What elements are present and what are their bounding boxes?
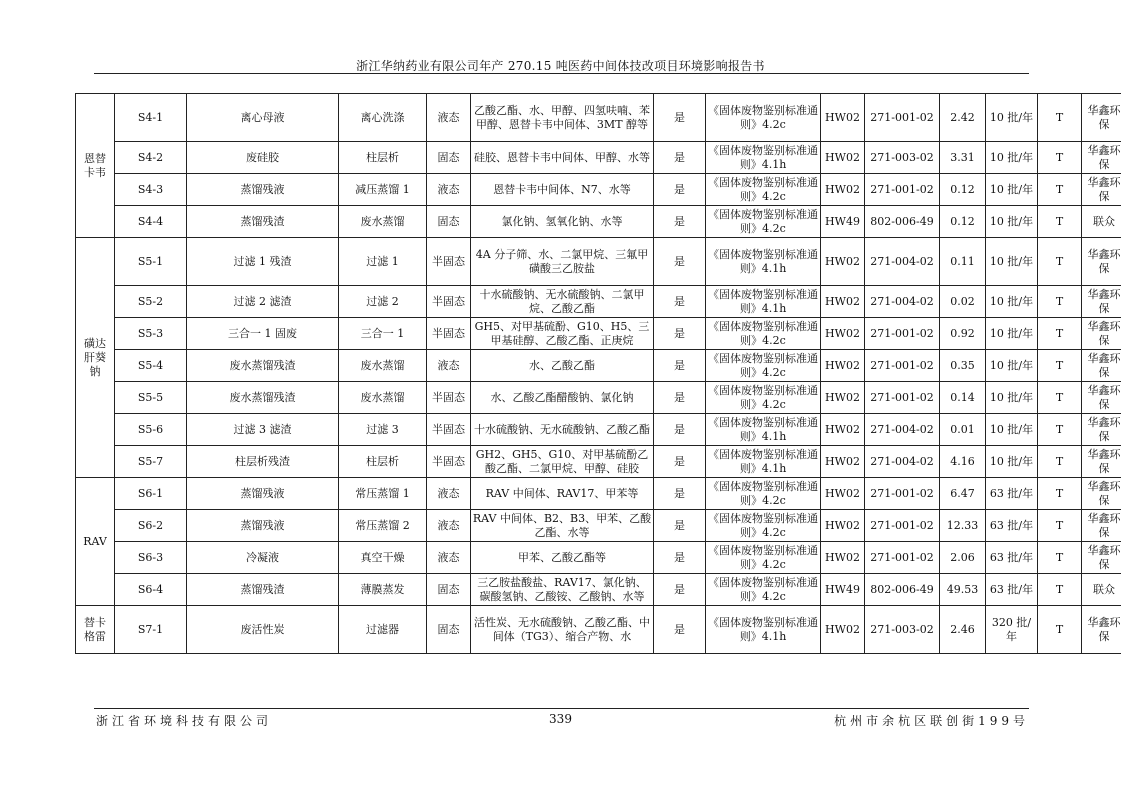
basis-cell: 《固体废物鉴别标准通则》4.2c bbox=[706, 382, 821, 414]
process-cell: 过滤 3 bbox=[339, 414, 427, 446]
frequency-cell: 10 批/年 bbox=[986, 174, 1038, 206]
waste-name-cell: 废水蒸馏残渣 bbox=[187, 350, 339, 382]
unit-cell: T bbox=[1038, 382, 1082, 414]
basis-cell: 《固体废物鉴别标准通则》4.1h bbox=[706, 606, 821, 654]
form-cell: 半固态 bbox=[427, 382, 471, 414]
basis-cell: 《固体废物鉴别标准通则》4.2c bbox=[706, 542, 821, 574]
process-cell: 柱层析 bbox=[339, 142, 427, 174]
frequency-cell: 10 批/年 bbox=[986, 142, 1038, 174]
composition-cell: 活性炭、无水硫酸钠、乙酸乙酯、中间体（TG3）、缩合产物、水 bbox=[471, 606, 654, 654]
waste-name-cell: 冷凝液 bbox=[187, 542, 339, 574]
waste-table bbox=[75, 93, 1121, 654]
code-cell: S5-7 bbox=[115, 446, 187, 478]
waste-name-cell: 蒸馏残渣 bbox=[187, 574, 339, 606]
composition-cell: 乙酸乙酯、水、甲醇、四氢呋喃、苯甲醇、恩替卡韦中间体、3MT 醇等 bbox=[471, 94, 654, 142]
composition-cell: 水、乙酸乙酯醋酸钠、氯化钠 bbox=[471, 382, 654, 414]
waste-code-cell: 271-001-02 bbox=[865, 318, 940, 350]
composition-cell: GH5、对甲基硫酚、G10、H5、三甲基硅醇、乙酸乙酯、正庚烷 bbox=[471, 318, 654, 350]
disposal-cell: 华鑫环保 bbox=[1082, 350, 1121, 382]
waste-code-cell: 271-004-02 bbox=[865, 286, 940, 318]
hazardous-cell: 是 bbox=[654, 510, 706, 542]
frequency-cell: 10 批/年 bbox=[986, 350, 1038, 382]
category-cell: HW02 bbox=[821, 142, 865, 174]
unit-cell: T bbox=[1038, 350, 1082, 382]
table-row bbox=[76, 446, 1121, 478]
disposal-cell: 联众 bbox=[1082, 574, 1121, 606]
form-cell: 液态 bbox=[427, 542, 471, 574]
category-cell: HW02 bbox=[821, 542, 865, 574]
code-cell: S5-3 bbox=[115, 318, 187, 350]
waste-code-cell: 271-001-02 bbox=[865, 542, 940, 574]
basis-cell: 《固体废物鉴别标准通则》4.2c bbox=[706, 318, 821, 350]
waste-code-cell: 271-001-02 bbox=[865, 174, 940, 206]
document-header: 浙江华纳药业有限公司年产 270.15 吨医药中间体技改项目环境影响报告书 bbox=[356, 59, 765, 73]
hazardous-cell: 是 bbox=[654, 238, 706, 286]
process-cell: 离心洗涤 bbox=[339, 94, 427, 142]
waste-code-cell: 271-003-02 bbox=[865, 142, 940, 174]
category-cell: HW02 bbox=[821, 174, 865, 206]
frequency-cell: 10 批/年 bbox=[986, 238, 1038, 286]
process-cell: 薄膜蒸发 bbox=[339, 574, 427, 606]
waste-name-cell: 蒸馏残液 bbox=[187, 510, 339, 542]
waste-code-cell: 271-001-02 bbox=[865, 350, 940, 382]
amount-cell: 49.53 bbox=[940, 574, 986, 606]
composition-cell: GH2、GH5、G10、对甲基硫酚乙酸乙酯、二氯甲烷、甲醇、硅胶 bbox=[471, 446, 654, 478]
page-number: 339 bbox=[549, 712, 572, 726]
waste-code-cell: 271-001-02 bbox=[865, 478, 940, 510]
footer-address: 杭州市余杭区联创街199号 bbox=[834, 714, 1029, 728]
unit-cell: T bbox=[1038, 142, 1082, 174]
product-cell: 磺达肝葵钠 bbox=[76, 238, 115, 478]
waste-name-cell: 三合一 1 固废 bbox=[187, 318, 339, 350]
code-cell: S5-6 bbox=[115, 414, 187, 446]
unit-cell: T bbox=[1038, 414, 1082, 446]
table-row bbox=[76, 350, 1121, 382]
category-cell: HW02 bbox=[821, 94, 865, 142]
frequency-cell: 63 批/年 bbox=[986, 510, 1038, 542]
code-cell: S6-2 bbox=[115, 510, 187, 542]
code-cell: S4-3 bbox=[115, 174, 187, 206]
basis-cell: 《固体废物鉴别标准通则》4.1h bbox=[706, 446, 821, 478]
category-cell: HW02 bbox=[821, 606, 865, 654]
table-row bbox=[76, 542, 1121, 574]
unit-cell: T bbox=[1038, 606, 1082, 654]
code-cell: S5-5 bbox=[115, 382, 187, 414]
frequency-cell: 10 批/年 bbox=[986, 414, 1038, 446]
composition-cell: 十水硫酸钠、无水硫酸钠、二氯甲烷、乙酸乙酯 bbox=[471, 286, 654, 318]
waste-code-cell: 271-004-02 bbox=[865, 238, 940, 286]
process-cell: 过滤器 bbox=[339, 606, 427, 654]
amount-cell: 2.46 bbox=[940, 606, 986, 654]
frequency-cell: 10 批/年 bbox=[986, 318, 1038, 350]
disposal-cell: 华鑫环保 bbox=[1082, 318, 1121, 350]
unit-cell: T bbox=[1038, 446, 1082, 478]
amount-cell: 0.14 bbox=[940, 382, 986, 414]
table-row bbox=[76, 510, 1121, 542]
form-cell: 固态 bbox=[427, 574, 471, 606]
frequency-cell: 10 批/年 bbox=[986, 382, 1038, 414]
form-cell: 固态 bbox=[427, 142, 471, 174]
waste-code-cell: 802-006-49 bbox=[865, 574, 940, 606]
composition-cell: RAV 中间体、B2、B3、甲苯、乙酸乙酯、水等 bbox=[471, 510, 654, 542]
product-cell: 替卡格雷 bbox=[76, 606, 115, 654]
form-cell: 液态 bbox=[427, 94, 471, 142]
composition-cell: 甲苯、乙酸乙酯等 bbox=[471, 542, 654, 574]
basis-cell: 《固体废物鉴别标准通则》4.1h bbox=[706, 414, 821, 446]
waste-code-cell: 802-006-49 bbox=[865, 206, 940, 238]
table-row bbox=[76, 574, 1121, 606]
form-cell: 液态 bbox=[427, 350, 471, 382]
amount-cell: 0.02 bbox=[940, 286, 986, 318]
table-row bbox=[76, 478, 1121, 510]
waste-name-cell: 过滤 2 滤渣 bbox=[187, 286, 339, 318]
frequency-cell: 63 批/年 bbox=[986, 542, 1038, 574]
amount-cell: 4.16 bbox=[940, 446, 986, 478]
code-cell: S4-1 bbox=[115, 94, 187, 142]
waste-code-cell: 271-001-02 bbox=[865, 382, 940, 414]
waste-code-cell: 271-004-02 bbox=[865, 446, 940, 478]
form-cell: 半固态 bbox=[427, 238, 471, 286]
frequency-cell: 10 批/年 bbox=[986, 286, 1038, 318]
amount-cell: 0.12 bbox=[940, 206, 986, 238]
process-cell: 常压蒸馏 1 bbox=[339, 478, 427, 510]
table-row bbox=[76, 414, 1121, 446]
hazardous-cell: 是 bbox=[654, 286, 706, 318]
hazardous-cell: 是 bbox=[654, 414, 706, 446]
unit-cell: T bbox=[1038, 206, 1082, 238]
category-cell: HW02 bbox=[821, 350, 865, 382]
hazardous-cell: 是 bbox=[654, 446, 706, 478]
waste-code-cell: 271-001-02 bbox=[865, 94, 940, 142]
basis-cell: 《固体废物鉴别标准通则》4.2c bbox=[706, 174, 821, 206]
hazardous-cell: 是 bbox=[654, 350, 706, 382]
table-row bbox=[76, 142, 1121, 174]
product-cell: RAV bbox=[76, 478, 115, 606]
frequency-cell: 10 批/年 bbox=[986, 446, 1038, 478]
category-cell: HW49 bbox=[821, 206, 865, 238]
hazardous-cell: 是 bbox=[654, 382, 706, 414]
process-cell: 常压蒸馏 2 bbox=[339, 510, 427, 542]
amount-cell: 2.06 bbox=[940, 542, 986, 574]
category-cell: HW02 bbox=[821, 286, 865, 318]
code-cell: S4-2 bbox=[115, 142, 187, 174]
footer-divider bbox=[94, 708, 1029, 709]
waste-code-cell: 271-004-02 bbox=[865, 414, 940, 446]
amount-cell: 2.42 bbox=[940, 94, 986, 142]
form-cell: 固态 bbox=[427, 206, 471, 238]
category-cell: HW02 bbox=[821, 446, 865, 478]
process-cell: 过滤 1 bbox=[339, 238, 427, 286]
waste-name-cell: 蒸馏残液 bbox=[187, 174, 339, 206]
disposal-cell: 华鑫环保 bbox=[1082, 382, 1121, 414]
process-cell: 废水蒸馏 bbox=[339, 206, 427, 238]
waste-name-cell: 蒸馏残液 bbox=[187, 478, 339, 510]
basis-cell: 《固体废物鉴别标准通则》4.1h bbox=[706, 238, 821, 286]
waste-name-cell: 废活性炭 bbox=[187, 606, 339, 654]
composition-cell: 氯化钠、氢氧化钠、水等 bbox=[471, 206, 654, 238]
frequency-cell: 10 批/年 bbox=[986, 206, 1038, 238]
unit-cell: T bbox=[1038, 510, 1082, 542]
unit-cell: T bbox=[1038, 574, 1082, 606]
composition-cell: RAV 中间体、RAV17、甲苯等 bbox=[471, 478, 654, 510]
disposal-cell: 华鑫环保 bbox=[1082, 478, 1121, 510]
table-row bbox=[76, 606, 1121, 654]
amount-cell: 12.33 bbox=[940, 510, 986, 542]
waste-name-cell: 废硅胶 bbox=[187, 142, 339, 174]
basis-cell: 《固体废物鉴别标准通则》4.1h bbox=[706, 286, 821, 318]
amount-cell: 0.12 bbox=[940, 174, 986, 206]
code-cell: S6-1 bbox=[115, 478, 187, 510]
unit-cell: T bbox=[1038, 174, 1082, 206]
disposal-cell: 华鑫环保 bbox=[1082, 142, 1121, 174]
disposal-cell: 联众 bbox=[1082, 206, 1121, 238]
form-cell: 半固态 bbox=[427, 446, 471, 478]
process-cell: 三合一 1 bbox=[339, 318, 427, 350]
process-cell: 过滤 2 bbox=[339, 286, 427, 318]
form-cell: 液态 bbox=[427, 510, 471, 542]
waste-name-cell: 离心母液 bbox=[187, 94, 339, 142]
unit-cell: T bbox=[1038, 94, 1082, 142]
composition-cell: 水、乙酸乙酯 bbox=[471, 350, 654, 382]
disposal-cell: 华鑫环保 bbox=[1082, 414, 1121, 446]
process-cell: 废水蒸馏 bbox=[339, 382, 427, 414]
table-row bbox=[76, 206, 1121, 238]
waste-name-cell: 过滤 1 残渣 bbox=[187, 238, 339, 286]
hazardous-cell: 是 bbox=[654, 174, 706, 206]
form-cell: 半固态 bbox=[427, 414, 471, 446]
waste-code-cell: 271-001-02 bbox=[865, 510, 940, 542]
basis-cell: 《固体废物鉴别标准通则》4.2c bbox=[706, 206, 821, 238]
composition-cell: 硅胶、恩替卡韦中间体、甲醇、水等 bbox=[471, 142, 654, 174]
hazardous-cell: 是 bbox=[654, 542, 706, 574]
code-cell: S6-3 bbox=[115, 542, 187, 574]
disposal-cell: 华鑫环保 bbox=[1082, 238, 1121, 286]
category-cell: HW02 bbox=[821, 318, 865, 350]
basis-cell: 《固体废物鉴别标准通则》4.2c bbox=[706, 350, 821, 382]
frequency-cell: 63 批/年 bbox=[986, 478, 1038, 510]
form-cell: 液态 bbox=[427, 174, 471, 206]
composition-cell: 三乙胺盐酸盐、RAV17、氯化钠、碳酸氢钠、乙酸铵、乙酸钠、水等 bbox=[471, 574, 654, 606]
composition-cell: 4A 分子筛、水、二氯甲烷、三氟甲磺酸三乙胺盐 bbox=[471, 238, 654, 286]
hazardous-cell: 是 bbox=[654, 206, 706, 238]
amount-cell: 3.31 bbox=[940, 142, 986, 174]
category-cell: HW02 bbox=[821, 414, 865, 446]
code-cell: S5-1 bbox=[115, 238, 187, 286]
category-cell: HW02 bbox=[821, 238, 865, 286]
basis-cell: 《固体废物鉴别标准通则》4.2c bbox=[706, 478, 821, 510]
amount-cell: 0.35 bbox=[940, 350, 986, 382]
waste-name-cell: 柱层析残渣 bbox=[187, 446, 339, 478]
table-row bbox=[76, 94, 1121, 142]
category-cell: HW02 bbox=[821, 510, 865, 542]
hazardous-cell: 是 bbox=[654, 478, 706, 510]
unit-cell: T bbox=[1038, 286, 1082, 318]
hazardous-cell: 是 bbox=[654, 318, 706, 350]
frequency-cell: 320 批/年 bbox=[986, 606, 1038, 654]
form-cell: 半固态 bbox=[427, 286, 471, 318]
unit-cell: T bbox=[1038, 238, 1082, 286]
amount-cell: 0.11 bbox=[940, 238, 986, 286]
code-cell: S4-4 bbox=[115, 206, 187, 238]
table-row bbox=[76, 238, 1121, 286]
basis-cell: 《固体废物鉴别标准通则》4.1h bbox=[706, 142, 821, 174]
waste-code-cell: 271-003-02 bbox=[865, 606, 940, 654]
basis-cell: 《固体废物鉴别标准通则》4.2c bbox=[706, 94, 821, 142]
unit-cell: T bbox=[1038, 318, 1082, 350]
category-cell: HW02 bbox=[821, 478, 865, 510]
waste-name-cell: 废水蒸馏残渣 bbox=[187, 382, 339, 414]
disposal-cell: 华鑫环保 bbox=[1082, 286, 1121, 318]
code-cell: S5-4 bbox=[115, 350, 187, 382]
disposal-cell: 华鑫环保 bbox=[1082, 446, 1121, 478]
table-row bbox=[76, 174, 1121, 206]
basis-cell: 《固体废物鉴别标准通则》4.2c bbox=[706, 510, 821, 542]
composition-cell: 恩替卡韦中间体、N7、水等 bbox=[471, 174, 654, 206]
table-row bbox=[76, 286, 1121, 318]
form-cell: 固态 bbox=[427, 606, 471, 654]
form-cell: 液态 bbox=[427, 478, 471, 510]
amount-cell: 0.01 bbox=[940, 414, 986, 446]
table-row bbox=[76, 318, 1121, 350]
footer-company: 浙江省环境科技有限公司 bbox=[96, 714, 273, 728]
code-cell: S5-2 bbox=[115, 286, 187, 318]
table-row bbox=[76, 382, 1121, 414]
frequency-cell: 63 批/年 bbox=[986, 574, 1038, 606]
hazardous-cell: 是 bbox=[654, 94, 706, 142]
category-cell: HW49 bbox=[821, 574, 865, 606]
basis-cell: 《固体废物鉴别标准通则》4.2c bbox=[706, 574, 821, 606]
waste-name-cell: 蒸馏残渣 bbox=[187, 206, 339, 238]
product-cell: 恩替卡韦 bbox=[76, 94, 115, 238]
code-cell: S7-1 bbox=[115, 606, 187, 654]
process-cell: 柱层析 bbox=[339, 446, 427, 478]
composition-cell: 十水硫酸钠、无水硫酸钠、乙酸乙酯 bbox=[471, 414, 654, 446]
process-cell: 减压蒸馏 1 bbox=[339, 174, 427, 206]
unit-cell: T bbox=[1038, 478, 1082, 510]
form-cell: 半固态 bbox=[427, 318, 471, 350]
hazardous-cell: 是 bbox=[654, 574, 706, 606]
category-cell: HW02 bbox=[821, 382, 865, 414]
amount-cell: 0.92 bbox=[940, 318, 986, 350]
waste-name-cell: 过滤 3 滤渣 bbox=[187, 414, 339, 446]
amount-cell: 6.47 bbox=[940, 478, 986, 510]
process-cell: 废水蒸馏 bbox=[339, 350, 427, 382]
disposal-cell: 华鑫环保 bbox=[1082, 606, 1121, 654]
frequency-cell: 10 批/年 bbox=[986, 94, 1038, 142]
disposal-cell: 华鑫环保 bbox=[1082, 542, 1121, 574]
disposal-cell: 华鑫环保 bbox=[1082, 510, 1121, 542]
hazardous-cell: 是 bbox=[654, 142, 706, 174]
code-cell: S6-4 bbox=[115, 574, 187, 606]
unit-cell: T bbox=[1038, 542, 1082, 574]
hazardous-cell: 是 bbox=[654, 606, 706, 654]
disposal-cell: 华鑫环保 bbox=[1082, 174, 1121, 206]
header-divider bbox=[94, 73, 1029, 74]
disposal-cell: 华鑫环保 bbox=[1082, 94, 1121, 142]
process-cell: 真空干燥 bbox=[339, 542, 427, 574]
